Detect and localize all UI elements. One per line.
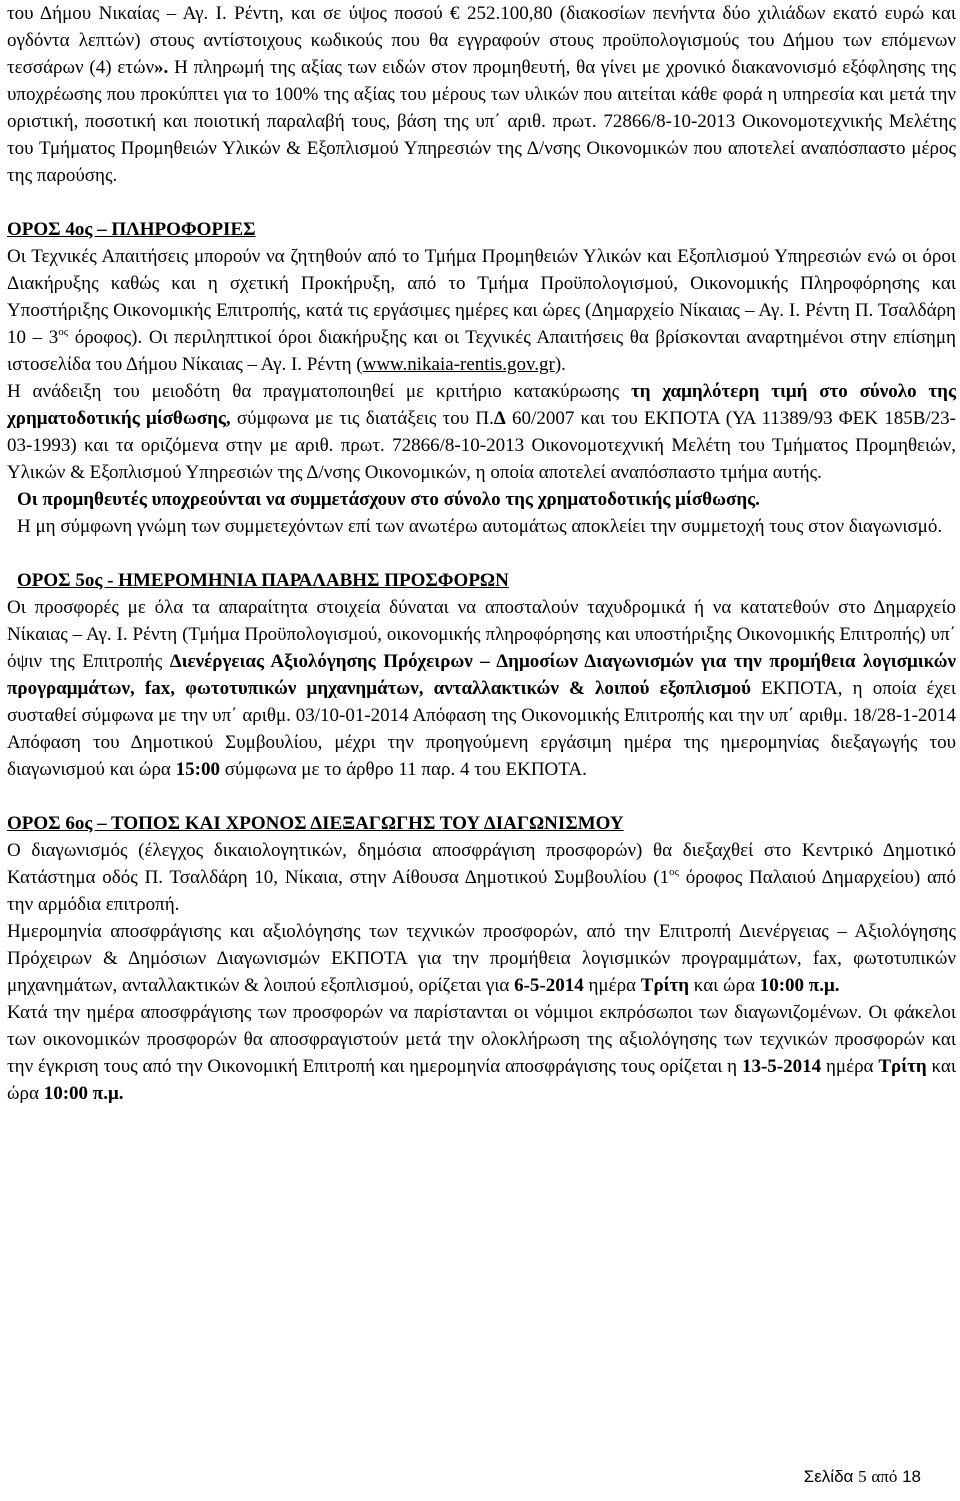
term6-paragraph-technical-opening — [7, 918, 956, 999]
term5-paragraph — [7, 594, 956, 783]
exclusion-text: Η μη σύμφωνη γνώμη των συμμετεχόντων επί των ανωτέρω αυτομάτως αποκλείει την συμμετοχή τους στον διαγωνισμό. — [17, 516, 943, 537]
award-text-2: σύμφωνα με τις διατάξεις του Π. — [230, 408, 494, 429]
financial-opening-day: Τρίτη — [878, 1056, 927, 1077]
payment-text-ref: 72866/8-10-2013 Οικονομοτεχνικής Μελέτης του Τμήματος Προμηθειών Υλικών & Εξοπλισμού Υπηρεσιών της Δ/νσης Οικονομικών που αποτελεί αναπόσπαστο μέρος της παρούσης. — [7, 111, 956, 186]
page-footer — [804, 1467, 921, 1487]
financial-opening-date: 13-5-2014 — [741, 1056, 822, 1077]
floor-superscript: ος — [58, 326, 69, 338]
term4-paragraph-obligation — [7, 486, 956, 513]
financial-opening-text: Κατά την ημέρα αποσφράγισης των προσφορών να παρίστανται οι νόμιμοι εκπρόσωποι των διαγωνιζομένων. Οι φάκελοι των οικονομικών προσφορών θα αποσφραγιστούν μετά την ολοκλήρωση της αξιολόγησης των τεχνικών προσφορών και την έγκριση τους από την Οικονομική Επιτροπή και ημερομηνία αποσφράγισης τους ορίζεται η — [7, 1002, 956, 1077]
technical-opening-text-2: ημέρα — [583, 975, 641, 996]
intro-close-quote: ». — [154, 57, 169, 78]
committee-name: Διενέργειας Αξιολόγησης Πρόχειρων – Δημοσίων Διαγωνισμών για την προμήθεια λογισμικών προγραμμάτων, fax, φωτοτυπικών μηχανημάτων, ανταλλακτικών & λοιπού εξοπλισμού — [7, 651, 957, 699]
footer-of-label: από — [871, 1467, 898, 1486]
technical-opening-text: Ημερομηνία αποσφράγισης και αξιολόγησης των τεχνικών προσφορών, από την Επιτροπή Διενέργειας – Αξιολόγησης Πρόχειρων & Δημόσιων Διαγωνισμών ΕΚΠΟΤΑ για την προμήθεια λογισμικών προγραμμάτων, fax, φωτοτυπικών μηχανημάτων, ανταλλακτικών & λοιπού εξοπλισμού, ορίζεται για — [7, 921, 956, 996]
financial-opening-text-3: και ώρα — [7, 1056, 956, 1104]
term5-heading: ΟΡΟΣ 5ος - ΗΜΕΡΟΜΗΝΙΑ ΠΑΡΑΛΑΒΗΣ ΠΡΟΣΦΟΡΩΝ — [17, 570, 509, 591]
footer-page-label: Σελίδα — [803, 1467, 854, 1486]
term4-paragraph-info — [7, 243, 956, 378]
term5-text-3: σύμφωνα με το άρθρο 11 παρ. 4 του ΕΚΠΟΤΑ. — [219, 759, 587, 780]
venue-text: Ο διαγωνισμός (έλεγχος δικαιολογητικών, δημόσια αποσφράγιση προσφορών) θα διεξαχθεί στο Κεντρικό Δημοτικό Κατάστημα οδός Π. Τσαλδάρη 10, Νίκαια, στην Αίθουσα Δημοτικού Συμβουλίου (1 — [7, 840, 956, 888]
term5-text: Οι προσφορές με όλα τα απαραίτητα στοιχεία δύναται να αποσταλούν ταχυδρομικά ή να κατατεθούν στο Δημαρχείο Νίκαιας – Αγ. Ι. Ρέντη (Τμήμα Προϋπολογισμού, οικονομικής πληροφόρησης και υποστήριξης Οικονομικής Επιτροπής) υπ΄ όψιν της Επιτροπής — [7, 597, 956, 672]
term6-paragraph-venue — [7, 837, 956, 918]
award-criterion: τη χαμηλότερη τιμή στο σύνολο της χρηματοδοτικής μίσθωσης, — [7, 381, 956, 429]
intro-text: του Δήμου Νικαίας – Αγ. Ι. Ρέντη, και σε ύψος ποσού € 252.100,80 (διακοσίων πενήντα δύο χιλιάδων εκατό ευρώ και ογδόντα λεπτών) στους αντίστοιχους κωδικούς που θα εγγραφούν στους προϋπολογισμούς του Δήμου των επόμενων τεσσάρων (4) ετών — [7, 3, 956, 78]
footer-page-number: 5 — [858, 1467, 867, 1486]
website-link[interactable]: www.nikaia-rentis.gov.gr — [362, 354, 555, 375]
award-text: Η ανάδειξη του μειοδότη θα πραγματοποιηθεί με κριτήριο κατακύρωσης — [7, 381, 631, 402]
technical-opening-time: 10:00 π.μ. — [759, 975, 840, 996]
term4-info-text-2: όροφος). Οι περιληπτικοί όροι διακήρυξης και οι Τεχνικές Απαιτήσεις θα βρίσκονται αναρτημένοι στην επίσημη ιστοσελίδα του Δήμου Νίκαιας – Αγ. Ι. Ρέντη ( — [7, 327, 956, 375]
term4-paragraph-exclusion — [7, 513, 956, 540]
term4-info-text: Οι Τεχνικές Απαιτήσεις μπορούν να ζητηθούν από το Τμήμα Προμηθειών Υλικών και Εξοπλισμού Υπηρεσιών ενώ οι όροι Διακήρυξης καθώς και η σχετική Προκήρυξη, από το Τμήμα Προϋπολογισμού, Οικονομικής Πληροφόρησης και Υποστήριξης Οικονομικής Επιτροπής, κατά τις εργάσιμες ημέρες και ώρες (Δημαρχείο Νίκαιας – Αγ. Ι. Ρέντη Π. Τσαλδάρη 10 – 3 — [7, 246, 956, 348]
award-text-3: 60/2007 και του ΕΚΠΟΤΑ (ΥΑ 11389/93 ΦΕΚ 185Β/23-03-1993) και τα οριζόμενα στην με αριθ. πρωτ. 72866/8-10-2013 Οικονομοτεχνική Μελέτη του Τμήματος Προμηθειών, Υλικών & Εξοπλισμού Υπηρεσιών της Δ/νσης Οικονομικών, η οποία αποτελεί αναπόσπαστο τμήμα αυτής. — [7, 408, 956, 483]
payment-text: Η πληρωμή της αξίας των ειδών στον προμηθευτή, θα γίνει με χρονικό διακανονισμό εξόφλησης της υποχρέωσης που προκύπτει για το 100% της αξίας του μέρους των υλικών που αιτείται κάθε φορά η υπηρεσία και μετά την οριστική, ποσοτική και ποιοτική παραλαβή τους, βάση της υπ΄ αριθ. πρωτ. — [7, 57, 957, 132]
technical-opening-text-3: και ώρα — [689, 975, 760, 996]
deadline-time: 15:00 — [175, 759, 220, 780]
obligation-text: Οι προμηθευτές υποχρεούνται να συμμετάσχουν στο σύνολο της χρηματοδοτικής μίσθωσης. — [17, 489, 760, 510]
term4-paragraph-award — [7, 378, 956, 486]
technical-opening-date: 6-5-2014 — [514, 975, 584, 996]
footer-total-pages: 18 — [902, 1467, 921, 1486]
floor-superscript-2: ος — [669, 866, 679, 878]
term4-heading: ΟΡΟΣ 4ος – ΠΛΗΡΟΦΟΡΙΕΣ — [7, 219, 256, 240]
term4-info-text-3: ). — [554, 354, 566, 375]
term5-text-2: ΕΚΠΟΤΑ, η οποία έχει συσταθεί σύμφωνα με την υπ΄ αριθμ. 03/10-01-2014 Απόφαση της Οικονομικής Επιτροπής και την υπ΄ αριθμ. 18/28-1-2014 Απόφαση του Δημοτικού Συμβουλίου, μέχρι την προηγούμενη εργάσιμη ημέρα της ημερομηνίας διεξαγωγής του διαγωνισμού και ώρα — [7, 678, 956, 780]
financial-opening-time: 10:00 π.μ. — [43, 1083, 124, 1104]
venue-text-2: όροφος Παλαιού Δημαρχείου) από την αρμόδια επιτροπή. — [7, 867, 956, 915]
document-body — [7, 0, 956, 1107]
intro-paragraph — [7, 0, 956, 189]
financial-opening-text-2: ημέρα — [821, 1056, 879, 1077]
term6-paragraph-financial-opening — [7, 999, 956, 1107]
award-decree-letter: Δ — [493, 408, 506, 429]
term6-heading: ΟΡΟΣ 6ος – ΤΟΠΟΣ ΚΑΙ ΧΡΟΝΟΣ ΔΙΕΞΑΓΩΓΗΣ ΤΟΥ ΔΙΑΓΩΝΙΣΜΟΥ — [7, 813, 624, 834]
technical-opening-day: Τρίτη — [640, 975, 690, 996]
